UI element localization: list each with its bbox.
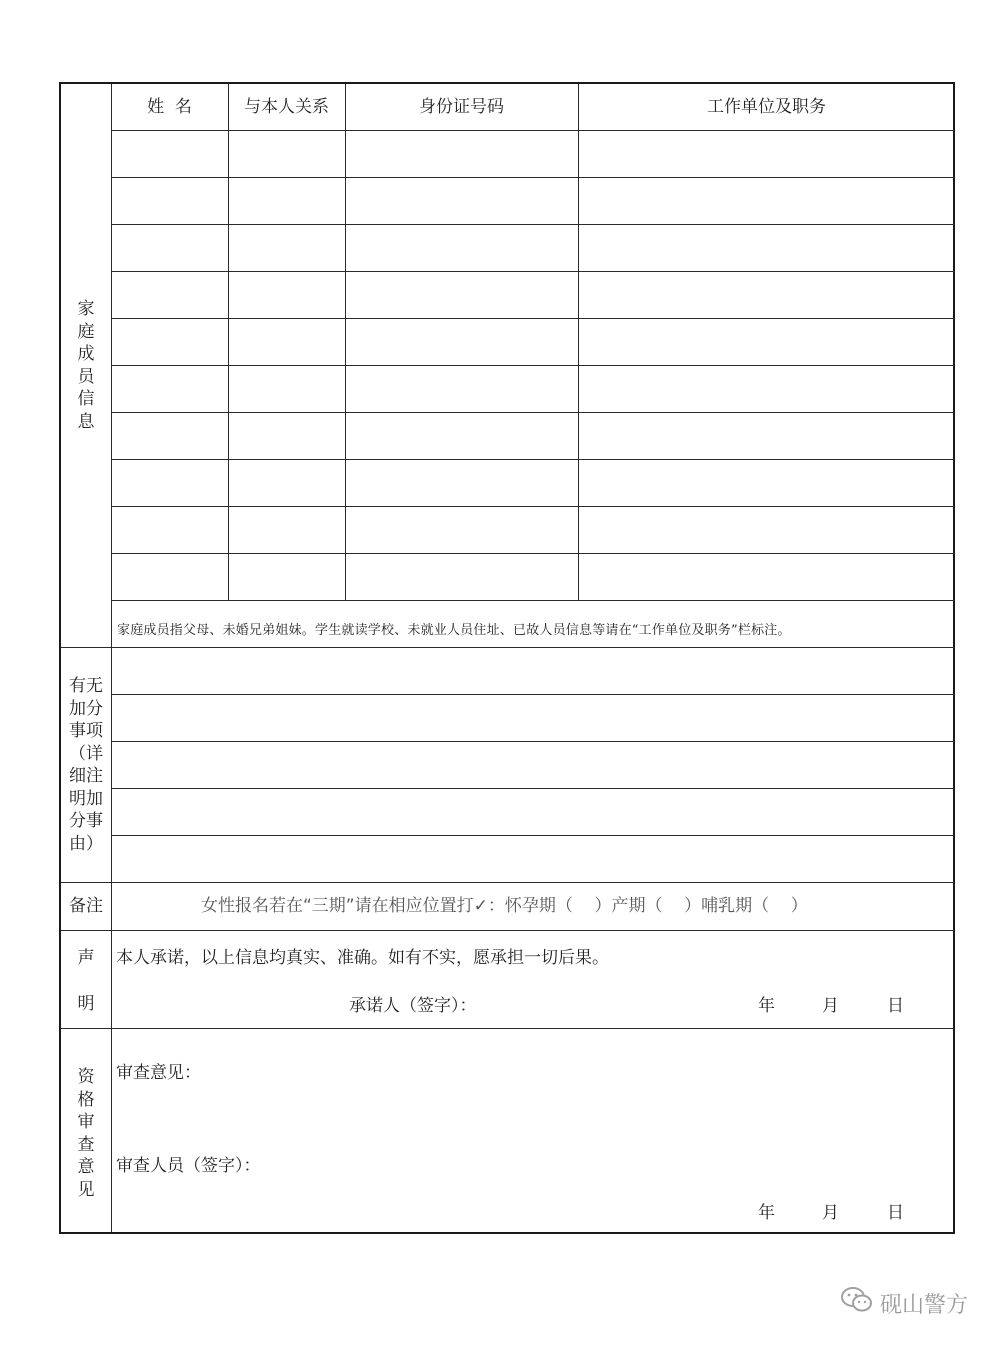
family-section-label-text: 家庭成员信息 bbox=[77, 299, 95, 432]
signer-label: 承诺人（签字）： bbox=[349, 996, 477, 1016]
section-divider-family bbox=[61, 647, 955, 648]
review-day: 日 bbox=[887, 1203, 904, 1223]
column-header-name: 姓 名 bbox=[147, 97, 192, 117]
watermark-text: 砚山警方 bbox=[879, 1292, 968, 1318]
declaration-day: 日 bbox=[887, 996, 904, 1016]
declaration-statement: 本人承诺，以上信息均真实、准确。如有不实，愿承担一切后果。 bbox=[116, 948, 609, 968]
review-label-line: 审 bbox=[77, 1112, 95, 1132]
family-row-line bbox=[111, 224, 955, 225]
review-section-label bbox=[61, 1066, 111, 1201]
review-label-line: 查 bbox=[77, 1134, 95, 1155]
review-label-line: 意 bbox=[77, 1157, 95, 1177]
family-row-line bbox=[111, 177, 955, 178]
bonus-row-line bbox=[111, 694, 955, 695]
bonus-label-line: 有无 bbox=[69, 676, 103, 696]
declaration-year: 年 bbox=[758, 996, 775, 1016]
bonus-label-line: 明加 bbox=[69, 788, 103, 809]
family-header-line bbox=[111, 130, 955, 131]
declaration-label-top: 声 bbox=[77, 948, 95, 968]
bonus-label-line: 加分 bbox=[69, 698, 103, 719]
declaration-label-bottom: 明 bbox=[77, 994, 95, 1014]
watermark bbox=[840, 1286, 968, 1320]
column-header-relation: 与本人关系 bbox=[244, 97, 329, 117]
bonus-row-line bbox=[111, 788, 955, 789]
section-divider-declaration bbox=[61, 1028, 955, 1029]
family-row-line bbox=[111, 553, 955, 554]
family-row-line bbox=[111, 459, 955, 460]
col-divider-3 bbox=[578, 84, 579, 601]
family-row-line bbox=[111, 365, 955, 366]
remarks-text: 女性报名若在“三期”请在相应位置打✓：怀孕期（ ）产期（ ）哺乳期（ ） bbox=[201, 896, 808, 916]
registration-form bbox=[59, 82, 955, 1234]
column-header-id-number: 身份证号码 bbox=[419, 97, 504, 117]
bonus-section-label bbox=[61, 675, 111, 855]
family-note: 家庭成员指父母、未婚兄弟姐妹。学生就读学校、未就业人员住址、已故人员信息等请在“工作单位及职务”栏标注。 bbox=[117, 623, 791, 638]
review-year: 年 bbox=[758, 1203, 775, 1223]
bonus-row-line bbox=[111, 835, 955, 836]
column-header-employer: 工作单位及职务 bbox=[707, 97, 826, 117]
family-section-label bbox=[61, 298, 111, 433]
bonus-label-line: 细注 bbox=[69, 766, 103, 786]
bonus-row-line bbox=[111, 741, 955, 742]
bonus-label-line: （详 bbox=[69, 743, 103, 764]
family-row-line bbox=[111, 506, 955, 507]
section-divider-remarks bbox=[61, 930, 955, 931]
review-label-line: 资 bbox=[77, 1067, 95, 1087]
family-row-line bbox=[111, 271, 955, 272]
col-divider-1 bbox=[228, 84, 229, 601]
bonus-label-line: 事项 bbox=[69, 721, 103, 741]
wechat-icon bbox=[840, 1286, 874, 1320]
declaration-month: 月 bbox=[822, 996, 839, 1016]
family-row-line bbox=[111, 318, 955, 319]
bonus-label-line: 由） bbox=[69, 833, 103, 854]
review-month: 月 bbox=[822, 1203, 839, 1223]
label-column-divider bbox=[111, 84, 112, 1232]
remarks-label: 备注 bbox=[69, 896, 103, 916]
review-label-line: 格 bbox=[77, 1089, 95, 1110]
section-divider-bonus bbox=[61, 882, 955, 883]
review-label-line: 见 bbox=[77, 1179, 95, 1200]
family-row-line bbox=[111, 412, 955, 413]
col-divider-2 bbox=[345, 84, 346, 601]
review-opinion-label: 审查意见： bbox=[116, 1063, 201, 1083]
family-row-line bbox=[111, 600, 955, 601]
reviewer-signature-label: 审查人员（签字）： bbox=[116, 1156, 261, 1176]
bonus-label-line: 分事 bbox=[69, 811, 103, 831]
